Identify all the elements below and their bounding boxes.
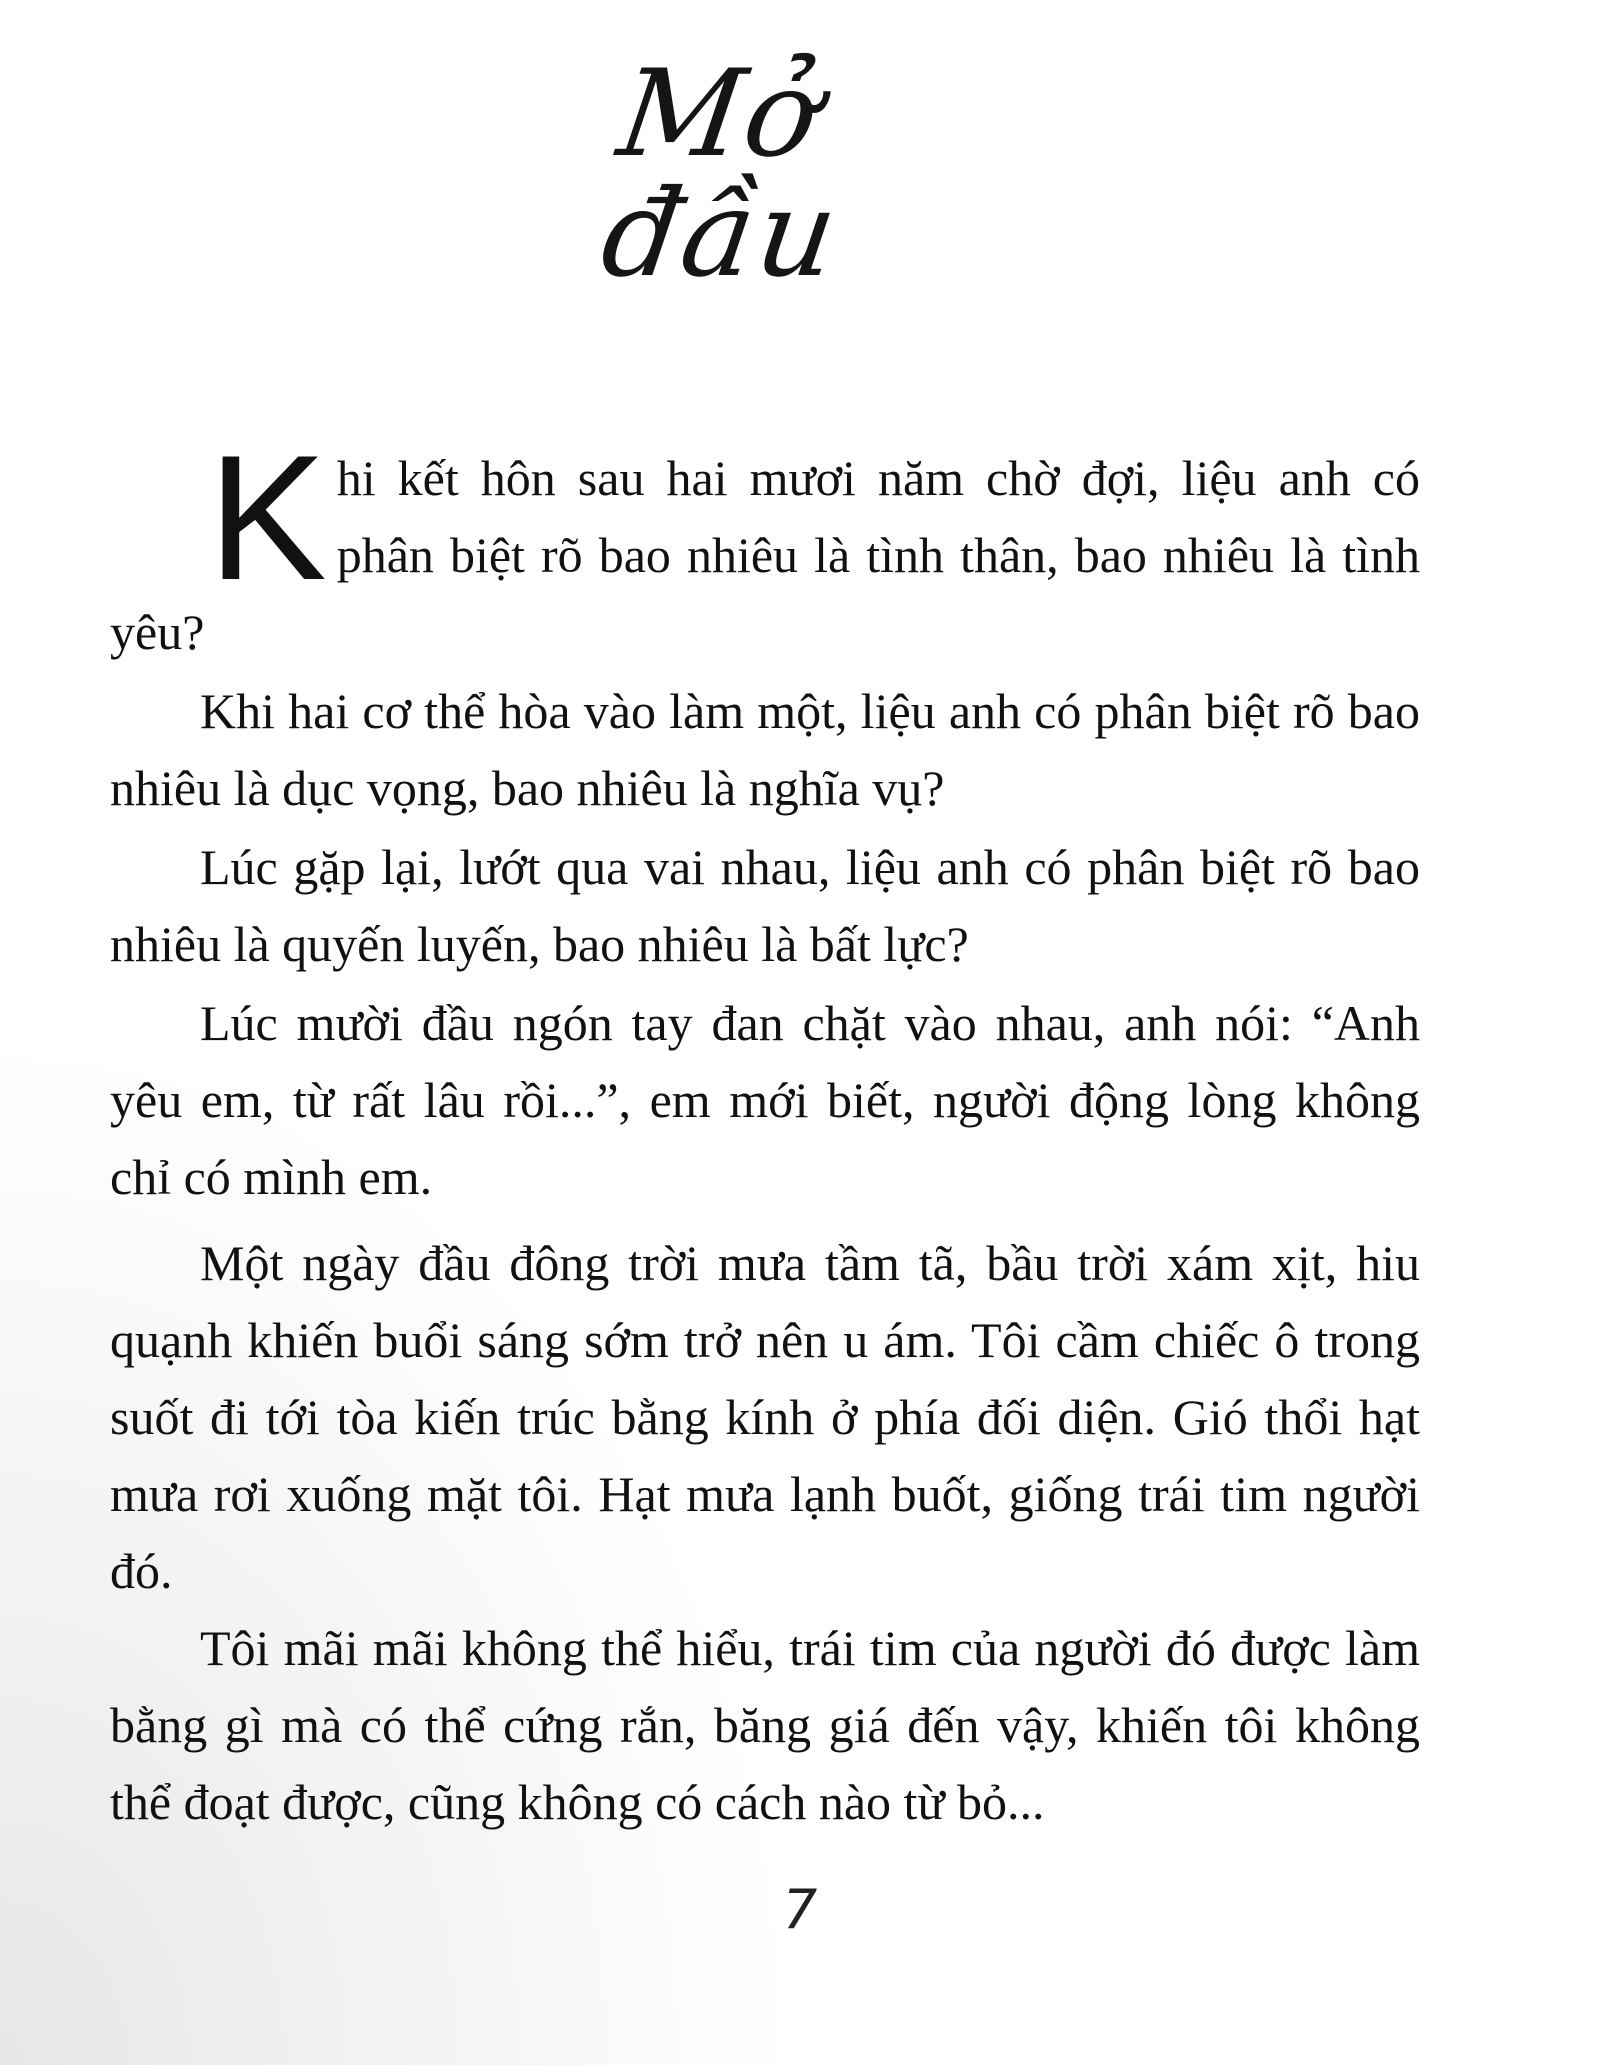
story-paragraph-2: Tôi mãi mãi không thể hiểu, trái tim của người đó được làm bằng gì mà có thể cứng rắn, băng giá đến vậy, khiến tôi không thể đoạt được, cũng không có cách nào từ bỏ...	[110, 1620, 1420, 1830]
chapter-title: Mở đầu	[593, 45, 848, 304]
intro-paragraph-3: Lúc gặp lại, lướt qua vai nhau, liệu anh có phân biệt rõ bao nhiêu là quyến luyến, bao nhiêu là bất lực?	[110, 839, 1420, 972]
drop-cap: K	[208, 418, 327, 617]
intro-paragraph-1-text: hi kết hôn sau hai mươi năm chờ đợi, liệu anh có phân biệt rõ bao nhiêu là tình thân, bao nhiêu là tình yêu?	[110, 450, 1420, 660]
story-paragraph-1: Một ngày đầu đông trời mưa tầm tã, bầu trời xám xịt, hiu quạnh khiến buổi sáng sớm trở nên u ám. Tôi cầm chiếc ô trong suốt đi tới tòa kiến trúc bằng kính ở phía đối diện. Gió thổi hạt mưa rơi xuống mặt tôi. Hạt mưa lạnh buốt, giống trái tim người đó.	[110, 1235, 1420, 1599]
intro-section	[110, 418, 1420, 1218]
intro-paragraph-4: Lúc mười đầu ngón tay đan chặt vào nhau, anh nói: “Anh yêu em, từ rất lâu rồi...”, em mới biết, người động lòng không chỉ có mình em.	[110, 995, 1420, 1205]
intro-paragraph-2: Khi hai cơ thể hòa vào làm một, liệu anh có phân biệt rõ bao nhiêu là dục vọng, bao nhiêu là nghĩa vụ?	[110, 683, 1420, 816]
story-section	[110, 1225, 1420, 1841]
intro-paragraph-1	[110, 418, 1420, 671]
page-number: 7	[782, 1878, 818, 1941]
